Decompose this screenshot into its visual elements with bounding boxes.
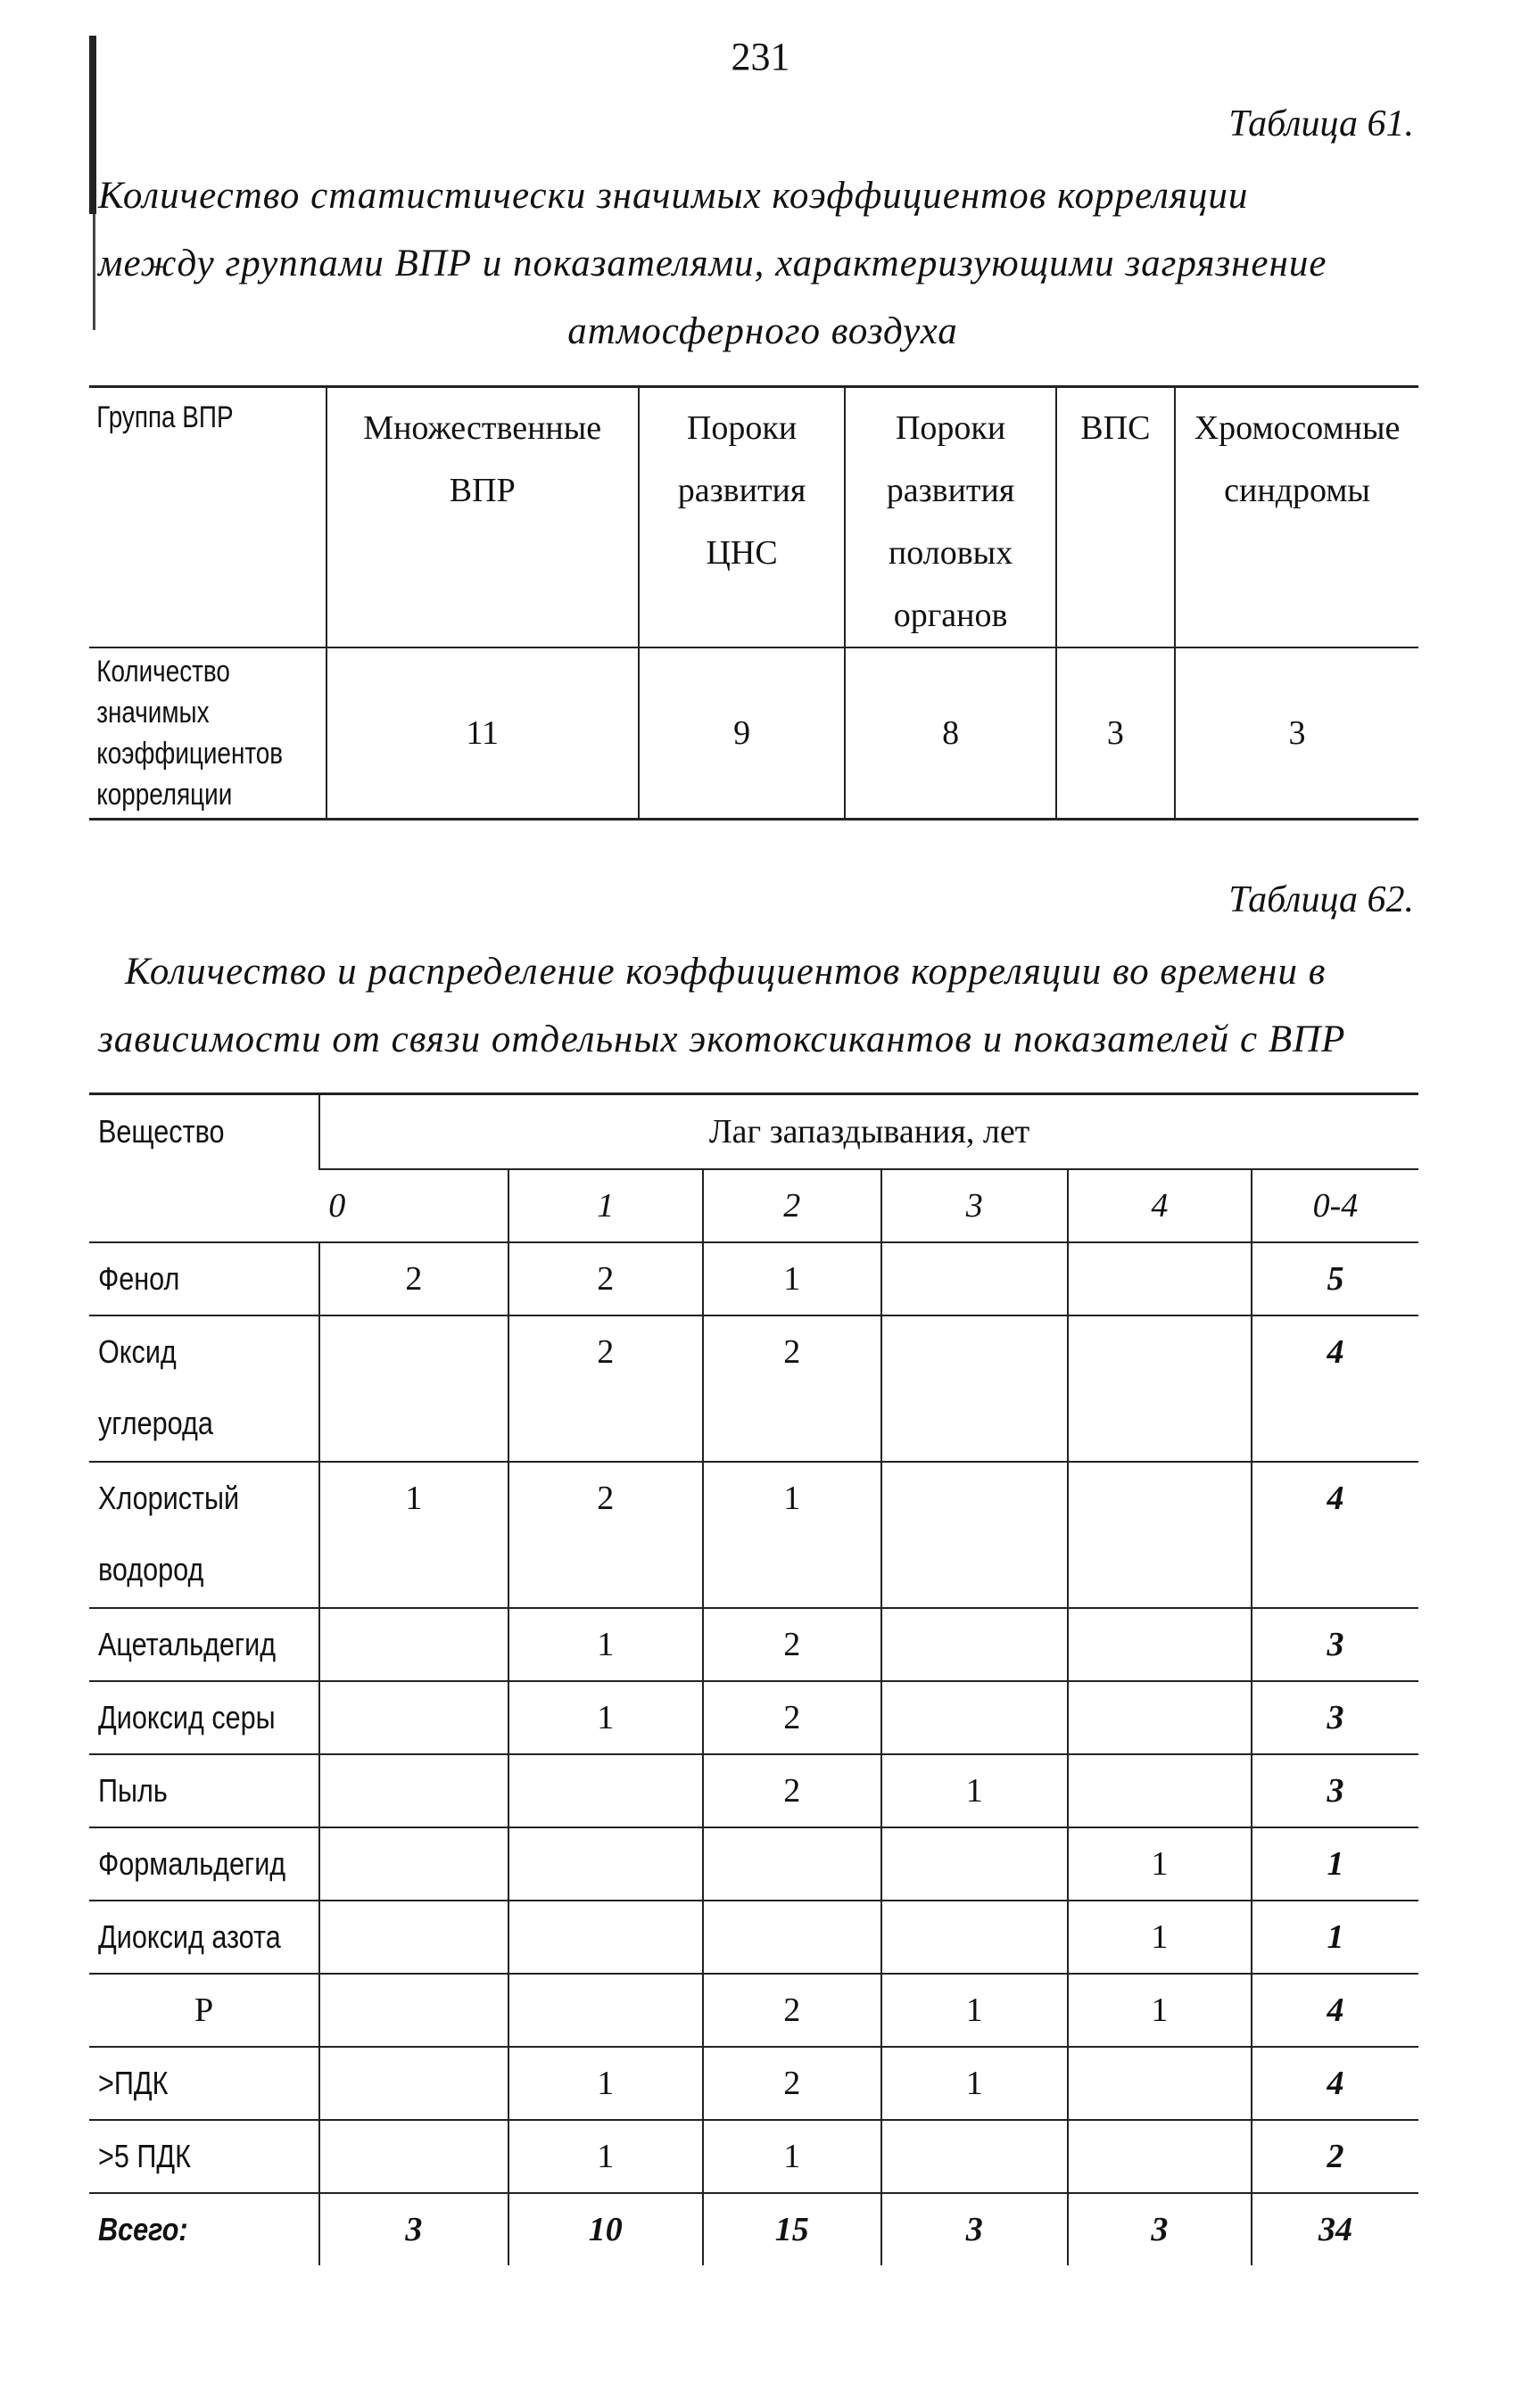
table61-header-cell: Пороки развития ЦНС: [639, 387, 846, 648]
row-total: 3: [1252, 1681, 1418, 1754]
lag-value: [1068, 1462, 1252, 1608]
lag-value: [319, 1315, 508, 1462]
lag-value: 2: [508, 1242, 703, 1315]
lag-value: 1: [508, 2120, 703, 2193]
table-row: [89, 1754, 1418, 1827]
lag-value: [319, 1974, 508, 2047]
lag-value: [881, 2120, 1068, 2193]
row-total: 1: [1252, 1901, 1418, 1974]
table62-lag-header: 0: [328, 1187, 346, 1225]
table61-caption: Таблица 61.: [1228, 103, 1414, 144]
table62-lag-header: 1: [508, 1169, 703, 1242]
lag-value: [1068, 1608, 1252, 1681]
lag-value: 1: [703, 1462, 881, 1608]
lag-value: 2: [703, 1608, 881, 1681]
lag-value: 2: [508, 1462, 703, 1608]
lag-value: 2: [319, 1242, 508, 1315]
lag-value: 1: [508, 2047, 703, 2120]
table-row: [89, 1681, 1418, 1754]
lag-value: 1: [1068, 1974, 1252, 2047]
lag-value: 1: [703, 2120, 881, 2193]
table61-title-line: атмосферного воздуха: [567, 310, 958, 352]
table62-header-lag: Лаг запаздывания, лет: [319, 1094, 1418, 1170]
lag-value: 1: [1068, 1827, 1252, 1901]
table62-lag-header: 0-4: [1252, 1169, 1418, 1242]
substance-name: >ПДК: [98, 2065, 169, 2101]
table61-value: 9: [639, 647, 846, 820]
page-number: 231: [731, 35, 790, 78]
substance-name: Ацетальдегид: [98, 1626, 277, 1662]
table61-header-cell: ВПС: [1056, 387, 1175, 648]
lag-value: [319, 2047, 508, 2120]
table62-header-substance: Вещество: [98, 1113, 225, 1150]
row-total: 4: [1252, 1974, 1418, 2047]
lag-value: [881, 1681, 1068, 1754]
table61-row-label: Количество значимых коэффициентов корреляции: [89, 647, 327, 820]
table61-value: 3: [1175, 647, 1418, 820]
lag-value: [1068, 1315, 1252, 1462]
lag-value: [319, 2120, 508, 2193]
row-total: 5: [1252, 1242, 1418, 1315]
table-row: [89, 1608, 1418, 1681]
row-total: 4: [1252, 1315, 1418, 1462]
table-row: [89, 1315, 1418, 1462]
lag-value: [1068, 1681, 1252, 1754]
lag-value: [508, 1901, 703, 1974]
lag-value: 2: [508, 1315, 703, 1462]
lag-value: 2: [703, 1315, 881, 1462]
table62-title: [98, 938, 1427, 1074]
lag-value: [881, 1827, 1068, 1901]
table-row: [89, 1462, 1418, 1608]
substance-name: Оксид углерода: [98, 1333, 213, 1441]
table-row: [89, 1901, 1418, 1974]
table62-lag-header: 3: [881, 1169, 1068, 1242]
lag-value: [881, 1315, 1068, 1462]
table61-header-cell: Группа ВПР: [89, 387, 327, 648]
lag-value: [881, 1608, 1068, 1681]
lag-value: 1: [881, 1974, 1068, 2047]
lag-value: 1: [881, 2047, 1068, 2120]
lag-value: [1068, 1754, 1252, 1827]
table61-header-row: [89, 387, 1418, 648]
substance-name: >5 ПДК: [98, 2138, 191, 2174]
lag-value: [703, 1901, 881, 1974]
row-total: 4: [1252, 1462, 1418, 1608]
lag-value: 1: [1068, 1901, 1252, 1974]
lag-value: [1068, 2120, 1252, 2193]
lag-value: 1: [319, 1462, 508, 1608]
lag-value: 1: [703, 1242, 881, 1315]
total-value: 10: [508, 2193, 703, 2265]
table61-title-line: Количество статистически значимых коэффициентов корреляции: [98, 175, 1249, 217]
lag-value: [1068, 2047, 1252, 2120]
table61-value: 8: [845, 647, 1055, 820]
table62-caption: Таблица 62.: [1228, 879, 1414, 920]
table-row: [89, 2120, 1418, 2193]
lag-value: 2: [703, 1754, 881, 1827]
scan-edge-mark: [93, 214, 95, 330]
row-total: 3: [1252, 1608, 1418, 1681]
table61-data-row: [89, 647, 1418, 820]
lag-value: [319, 1608, 508, 1681]
lag-value: [319, 1901, 508, 1974]
substance-name: Диоксид серы: [98, 1699, 276, 1736]
table-row: [89, 1974, 1418, 2047]
lag-value: [319, 1681, 508, 1754]
table-row: [89, 2047, 1418, 2120]
lag-value: 2: [703, 1681, 881, 1754]
total-value: 3: [319, 2193, 508, 2265]
table61-value: 11: [327, 647, 639, 820]
table-row: [89, 1827, 1418, 1901]
lag-value: [881, 1242, 1068, 1315]
lag-value: 2: [703, 1974, 881, 2047]
table62-header-row: [89, 1094, 1418, 1170]
total-value: 3: [881, 2193, 1068, 2265]
lag-value: [508, 1754, 703, 1827]
row-total: 1: [1252, 1827, 1418, 1901]
lag-value: [881, 1462, 1068, 1608]
table62-total-row: [89, 2193, 1418, 2265]
table62-lag-header: 2: [703, 1169, 881, 1242]
substance-name: Р: [194, 1992, 214, 2029]
table61-value: 3: [1056, 647, 1175, 820]
total-value: 15: [703, 2193, 881, 2265]
substance-name: Диоксид азота: [98, 1918, 281, 1955]
lag-value: 2: [703, 2047, 881, 2120]
substance-name: Формальдегид: [98, 1845, 286, 1882]
substance-name: Фенол: [98, 1260, 180, 1297]
row-total: 4: [1252, 2047, 1418, 2120]
lag-value: [508, 1827, 703, 1901]
table61: [89, 385, 1418, 821]
lag-value: [319, 1827, 508, 1901]
table62-lag-header: 4: [1068, 1169, 1252, 1242]
row-total: 2: [1252, 2120, 1418, 2193]
lag-value: 1: [881, 1754, 1068, 1827]
table62-title-line: Количество и распределение коэффициентов корреляции во времени в: [125, 951, 1327, 993]
table-row: [89, 1242, 1418, 1315]
row-total: 3: [1252, 1754, 1418, 1827]
lag-value: [1068, 1242, 1252, 1315]
lag-value: 1: [508, 1681, 703, 1754]
table62-title-line: зависимости от связи отдельных экотоксикантов и показателей с ВПР: [98, 1018, 1346, 1060]
substance-name: Пыль: [98, 1772, 168, 1809]
total-value: 34: [1252, 2193, 1418, 2265]
table61-title-line: между группами ВПР и показателями, характеризующими загрязнение: [98, 243, 1327, 285]
lag-value: [703, 1827, 881, 1901]
table61-header-cell: Пороки развития половых органов: [845, 387, 1055, 648]
table61-header-cell: Хромосомные синдромы: [1175, 387, 1418, 648]
table61-header-cell: Множественные ВПР: [327, 387, 639, 648]
substance-name: Хлористый водород: [98, 1480, 240, 1587]
total-label: Всего:: [98, 2211, 188, 2247]
total-value: 3: [1068, 2193, 1252, 2265]
table62: [89, 1093, 1418, 2265]
lag-value: [319, 1754, 508, 1827]
table61-title: [98, 162, 1427, 366]
lag-value: 1: [508, 1608, 703, 1681]
lag-value: [881, 1901, 1068, 1974]
lag-value: [508, 1974, 703, 2047]
